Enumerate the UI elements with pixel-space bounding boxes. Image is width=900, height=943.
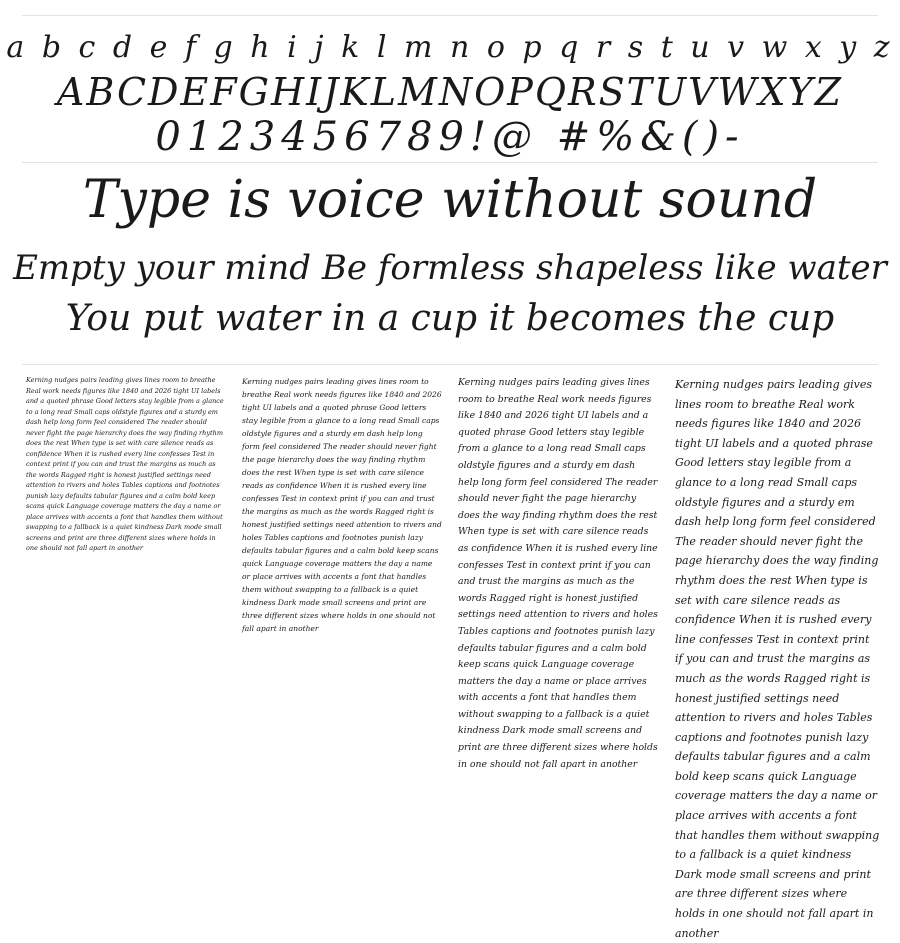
body-text-column-large: Kerning nudges pairs leading gives lines room to breathe Real work needs figures like 1840 and 2026 tight UI labels and a quoted phrase Good letters stay legible from a glance to a long read Small caps oldstyle figures and a sturdy em dash help long form feel considered The reader should never fight the page hierarchy does the way finding rhythm does the rest When type is set with care silence reads as confidence When it is rushed every line confesses Test in context print if you can and trust the margins as much as the words Ragged right is honest justified settings need attention to rivers and holes Tables captions and footnotes punish lazy defaults tabular figures and a calm bold keep scans quick Language coverage matters the day a name or place arrives with accents a font that handles them without swapping to a fallback is a quiet kindness Dark mode small screens and print are three different sizes where holds in one should not fall apart in another	[458, 377, 658, 770]
headline-divider	[22, 364, 878, 365]
phrase-sample-2: You put water in a cup it becomes the cup	[65, 298, 835, 339]
body-text-column-xlarge: Kerning nudges pairs leading gives lines room to breathe Real work needs figures like 1840 and 2026 tight UI labels and a quoted phrase Good letters stay legible from a glance to a long read Small caps oldstyle figures and a sturdy em dash help long form feel considered The reader should never fight the page hierarchy does the way finding rhythm does the rest When type is set with care silence reads as confidence When it is rushed every line confesses Test in context print if you can and trust the margins as much as the words Ragged right is honest justified settings need attention to rivers and holes Tables captions and footnotes punish lazy defaults tabular figures and a calm bold keep scans quick Language coverage matters the day a name or place arrives with accents a font that handles them without swapping to a fallback is a quiet kindness Dark mode small screens and print are three different sizes where holds in one should not fall apart in another	[675, 378, 880, 940]
body-text-column-medium: Kerning nudges pairs leading gives lines room to breathe Real work needs figures like 1840 and 2026 tight UI labels and a quoted phrase Good letters stay legible from a glance to a long read Small caps oldstyle figures and a sturdy em dash help long form feel considered The reader should never fight the page hierarchy does the way finding rhythm does the rest When type is set with care silence reads as confidence When it is rushed every line confesses Test in context print if you can and trust the margins as much as the words Ragged right is honest justified settings need attention to rivers and holes Tables captions and footnotes punish lazy defaults tabular figures and a calm bold keep scans quick Language coverage matters the day a name or place arrives with accents a font that handles them without swapping to a fallback is a quiet kindness Dark mode small screens and print are three different sizes where holds in one should not fall apart in another	[242, 377, 442, 633]
lowercase-alphabet: a b c d e f g h i j k l m n o p q r s t u v w x y z	[6, 30, 894, 65]
uppercase-alphabet: ABCDEFGHIJKLMNOPQRSTUVWXYZ	[56, 70, 844, 114]
phrase-sample-1: Empty your mind Be formless shapeless like water	[13, 248, 887, 288]
headline-sample: Type is voice without sound	[82, 170, 818, 230]
figures-and-symbols: 0123456789!@ #%&()-	[155, 114, 745, 160]
glyphs-divider	[22, 162, 878, 163]
top-divider	[22, 15, 878, 16]
body-text-column-small: Kerning nudges pairs leading gives lines room to breathe Real work needs figures like 1840 and 2026 tight UI labels and a quoted phrase Good letters stay legible from a glance to a long read Small caps oldstyle figures and a sturdy em dash help long form feel considered The reader should never fight the page hierarchy does the way finding rhythm does the rest When type is set with care silence reads as confidence When it is rushed every line confesses Test in context print if you can and trust the margins as much as the words Ragged right is honest justified settings need attention to rivers and holes Tables captions and footnotes punish lazy defaults tabular figures and a calm bold keep scans quick Language coverage matters the day a name or place arrives with accents a font that handles them without swapping to a fallback is a quiet kindness Dark mode small screens and print are three different sizes where holds in one should not fall apart in another	[26, 376, 224, 552]
